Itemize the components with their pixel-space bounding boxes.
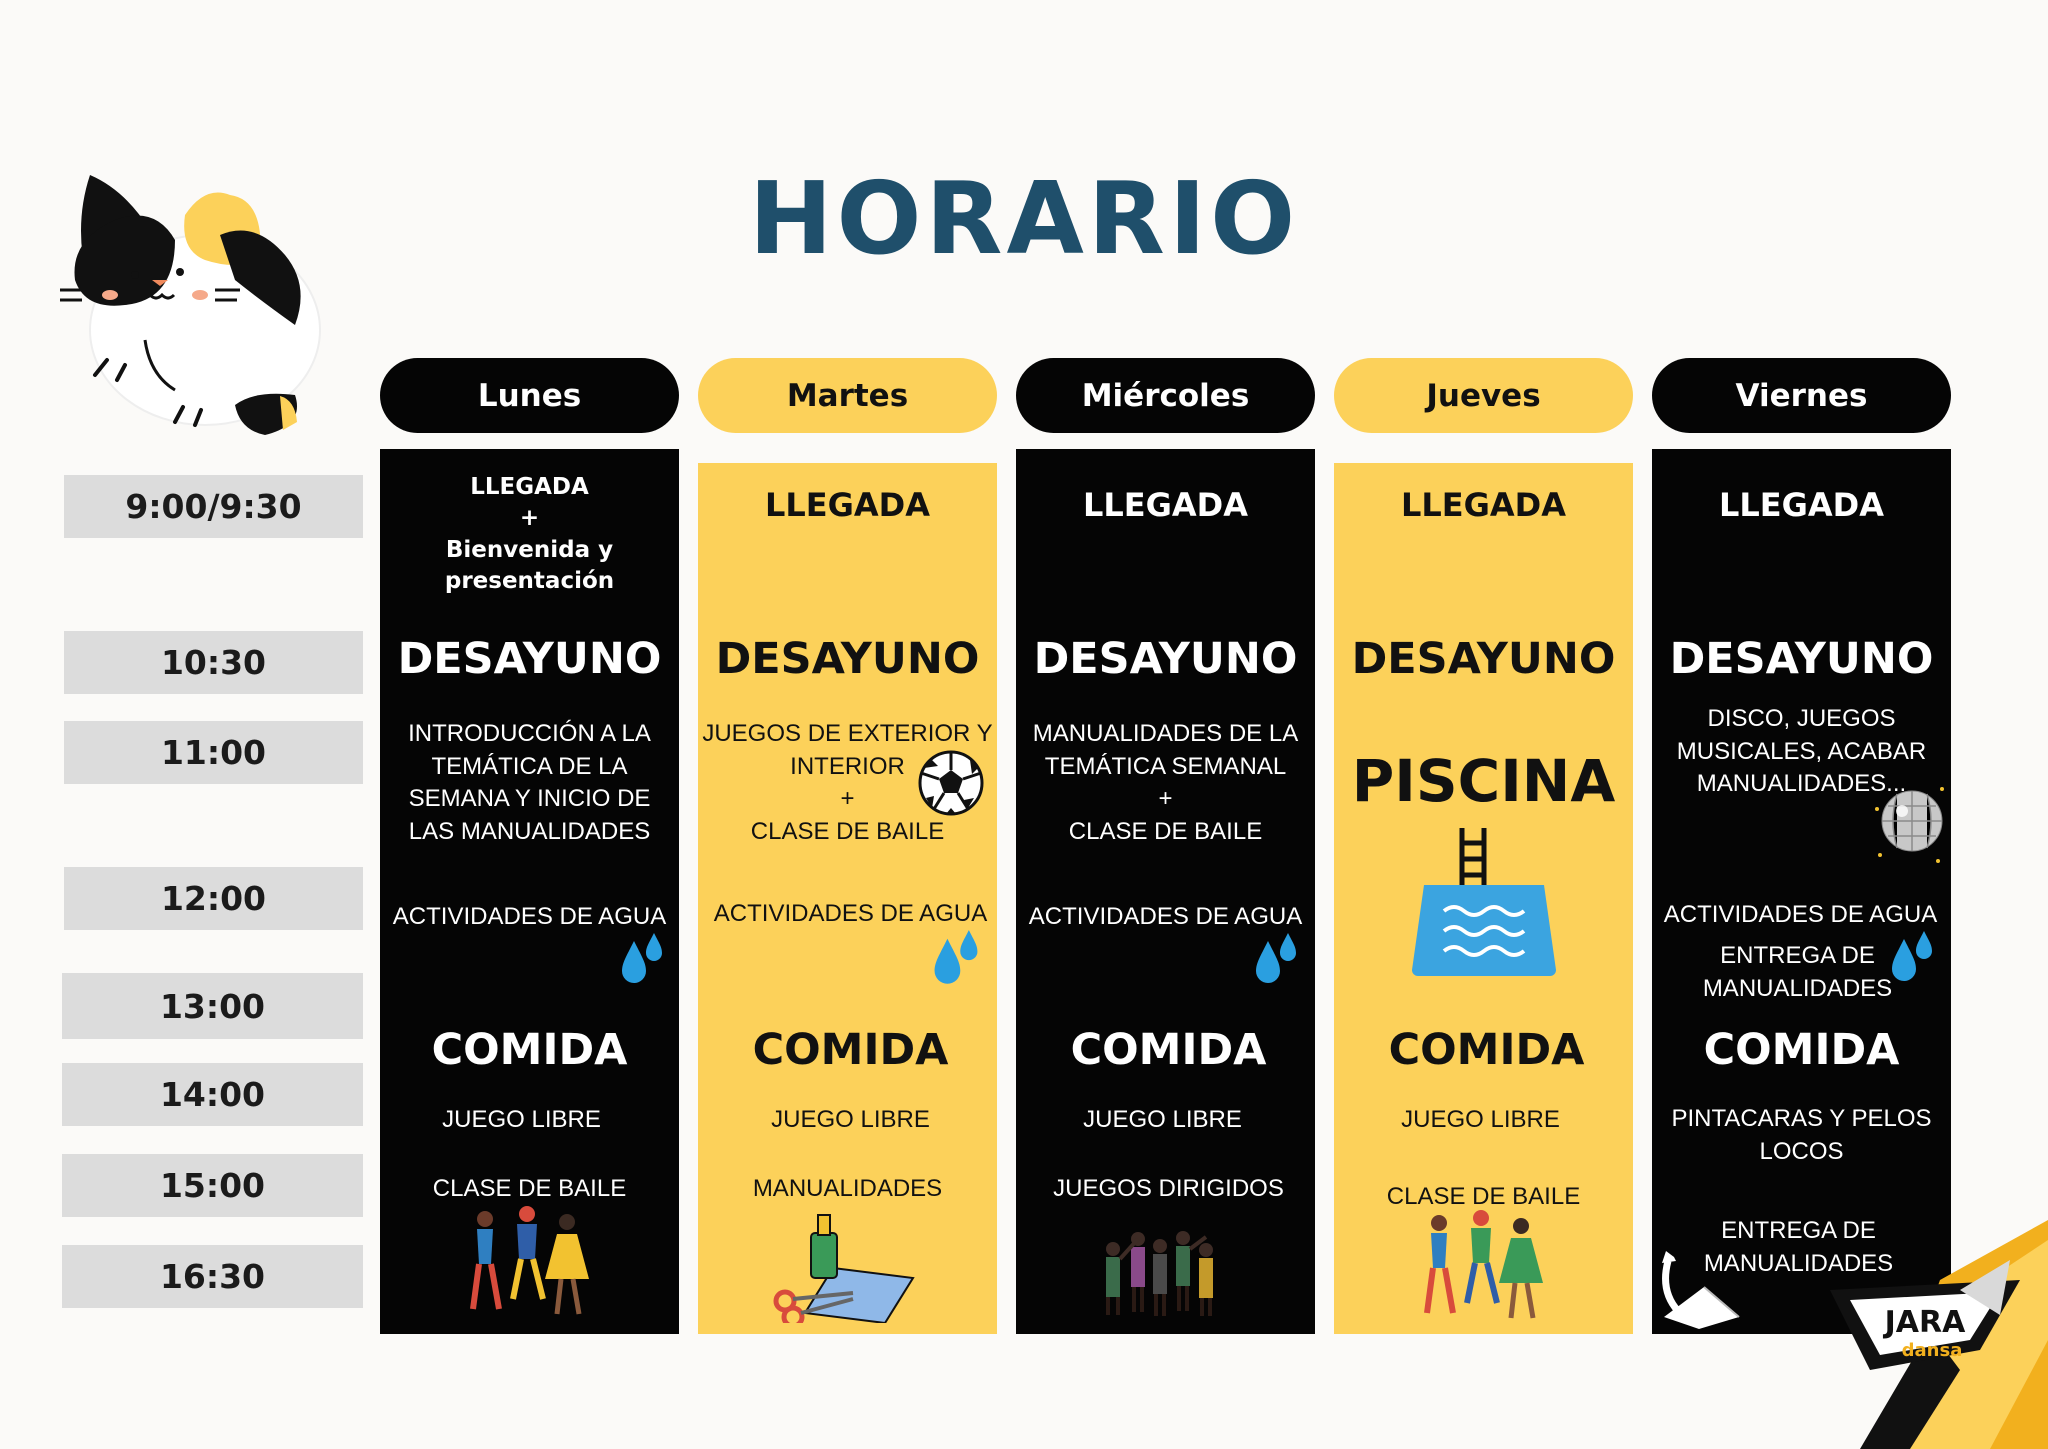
afternoon-activity: PINTACARAS Y PELOS LOCOS	[1671, 1105, 1932, 1165]
breakfast-label: DESAYUNO	[1351, 634, 1616, 684]
water-drops-icon	[618, 931, 666, 987]
water-activity: ACTIVIDADES DE AGUA	[713, 900, 988, 927]
water-activity: ACTIVIDADES DE AGUA	[1663, 901, 1938, 928]
afternoon-activity: CLASE DE BAILE	[1386, 1183, 1581, 1210]
afternoon-activity: MANUALIDADES	[752, 1175, 943, 1202]
origami-swan-icon	[1654, 1247, 1744, 1332]
lunch-label: COMIDA	[1070, 1025, 1267, 1075]
breakfast-label: DESAYUNO	[397, 634, 662, 684]
time-label: 14:00	[62, 1063, 363, 1126]
arrival-text: LLEGADA	[1083, 486, 1248, 524]
arrival-text: LLEGADA	[1719, 486, 1884, 524]
breakfast-label: DESAYUNO	[1033, 634, 1298, 684]
breakfast-label: DESAYUNO	[1669, 634, 1934, 684]
morning-activity: DISCO, JUEGOS MUSICALES, ACABAR MANUALIDADES...	[1676, 705, 1927, 798]
day-header-lunes: Lunes	[380, 358, 679, 433]
afternoon-activity: JUEGO LIBRE	[442, 1106, 601, 1133]
water-activity: ACTIVIDADES DE AGUA	[1028, 903, 1303, 930]
time-label: 11:00	[64, 721, 363, 784]
page-title: HORARIO	[748, 160, 1300, 277]
morning-activity: INTRODUCCIÓN A LA TEMÁTICA DE LA SEMANA Y INICIO DE LAS MANUALIDADES	[408, 720, 651, 845]
day-column-miercoles	[1016, 449, 1315, 1334]
afternoon-activity: CLASE DE BAILE	[432, 1175, 627, 1202]
dancers-icon	[1419, 1208, 1559, 1323]
morning-activity: JUEGOS DE EXTERIOR Y INTERIOR + CLASE DE BAILE	[702, 720, 993, 845]
disco-ball-icon	[1872, 779, 1947, 869]
afternoon-activity: JUEGO LIBRE	[1083, 1106, 1242, 1133]
day-header-miercoles: Miércoles	[1016, 358, 1315, 433]
lunch-label: COMIDA	[752, 1025, 949, 1075]
afternoon-activity: JUEGO LIBRE	[771, 1106, 930, 1133]
time-label: 16:30	[62, 1245, 363, 1308]
logo-text-dansa: dansa	[1901, 1340, 1963, 1361]
afternoon-activity: JUEGOS DIRIGIDOS	[1053, 1175, 1284, 1202]
lunch-label: COMIDA	[431, 1025, 628, 1075]
water-drops-icon	[1888, 929, 1936, 985]
day-header-martes: Martes	[698, 358, 997, 433]
water-drops-icon	[1252, 931, 1300, 987]
dancers-icon	[465, 1204, 605, 1319]
water-activity: ACTIVIDADES DE AGUA	[392, 903, 667, 930]
pool-label: PISCINA	[1351, 747, 1616, 815]
jara-dansa-logo	[1760, 1220, 2048, 1449]
logo-text-jara: JARA	[1884, 1305, 1966, 1340]
afternoon-activity: JUEGO LIBRE	[1401, 1106, 1560, 1133]
breakfast-label: DESAYUNO	[715, 634, 980, 684]
arrival-text: LLEGADA	[1401, 486, 1566, 524]
day-column-viernes	[1652, 449, 1951, 1334]
group-dance-icon	[1098, 1224, 1233, 1319]
day-column-lunes	[380, 449, 679, 1334]
water-drops-icon	[930, 928, 982, 988]
glue-scissors-paper-icon	[773, 1213, 933, 1323]
arrival-text: LLEGADA + Bienvenida y presentación	[444, 474, 615, 594]
day-header-viernes: Viernes	[1652, 358, 1951, 433]
lunch-label: COMIDA	[1388, 1025, 1585, 1075]
time-label: 9:00/9:30	[64, 475, 363, 538]
day-header-jueves: Jueves	[1334, 358, 1633, 433]
cat-illustration	[55, 160, 355, 450]
delivery-text: ENTREGA DE MANUALIDADES	[1703, 1217, 1894, 1277]
time-label: 13:00	[62, 973, 363, 1039]
time-label: 12:00	[64, 867, 363, 930]
lunch-label: COMIDA	[1703, 1025, 1900, 1075]
day-column-martes	[698, 463, 997, 1334]
morning-activity: MANUALIDADES DE LA TEMÁTICA SEMANAL + CLASE DE BAILE	[1032, 720, 1299, 845]
arrival-text: LLEGADA	[765, 486, 930, 524]
time-label: 10:30	[64, 631, 363, 694]
delivery-text: ENTREGA DE MANUALIDADES	[1702, 942, 1893, 1002]
time-label: 15:00	[62, 1154, 363, 1217]
day-column-jueves	[1334, 463, 1633, 1334]
soccer-ball-icon	[918, 750, 984, 816]
pool-icon	[1404, 823, 1564, 983]
